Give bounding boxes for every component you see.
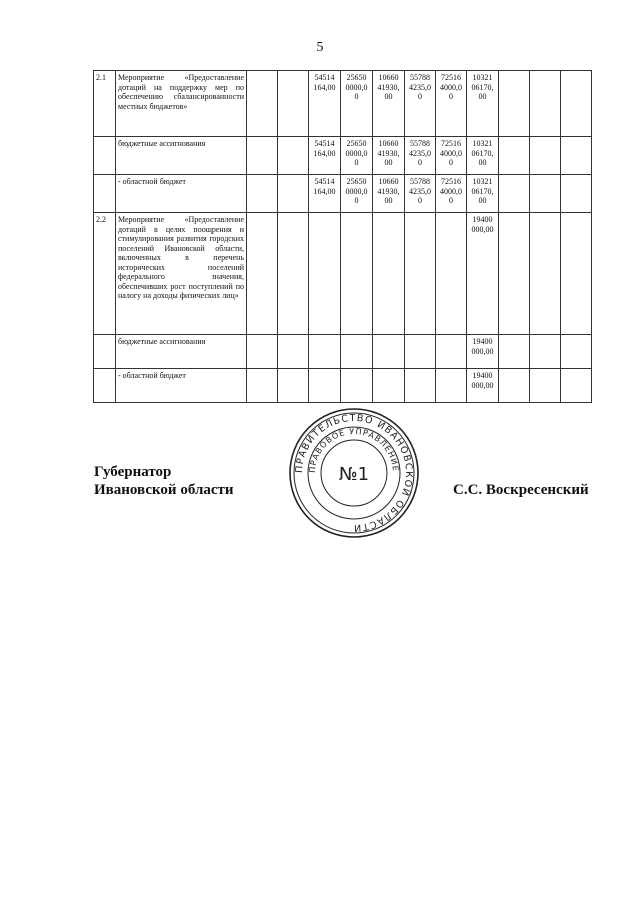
- value-cell: [561, 71, 592, 137]
- value-cell: 25650 0000,0 0: [341, 71, 373, 137]
- table-row: [94, 335, 592, 369]
- value-cell: [341, 213, 373, 335]
- table-row: [94, 71, 592, 137]
- value-cell: [405, 335, 436, 369]
- value-cell: 10321 06170, 00: [467, 71, 499, 137]
- value-cell: [278, 335, 309, 369]
- value-cell: [561, 175, 592, 213]
- value-cell: [561, 137, 592, 175]
- value-cell: [373, 335, 405, 369]
- value-cell: [436, 213, 467, 335]
- signature-title: Губернатор Ивановской области: [94, 464, 234, 498]
- value-cell: 72516 4000,0 0: [436, 137, 467, 175]
- value-cell: [341, 335, 373, 369]
- value-cell: [278, 71, 309, 137]
- value-cell: [278, 213, 309, 335]
- value-cell: [436, 369, 467, 403]
- budget-table: [93, 70, 592, 403]
- value-cell: 10660 41930, 00: [373, 71, 405, 137]
- value-cell: [499, 71, 530, 137]
- value-cell: [530, 137, 561, 175]
- value-cell: 54514 164,00: [309, 175, 341, 213]
- value-cell: [561, 335, 592, 369]
- row-name-cell: Мероприятие «Предоставление дотаций на поддержку мер по обеспечению сбалансированности местных бюджетов»: [116, 71, 247, 137]
- value-cell: 10321 06170, 00: [467, 137, 499, 175]
- value-cell: [278, 369, 309, 403]
- value-cell: 54514 164,00: [309, 71, 341, 137]
- signature-name: С.С. Воскресенский: [453, 482, 589, 498]
- seal-center-text: №1: [338, 464, 370, 485]
- value-cell: [405, 213, 436, 335]
- value-cell: [499, 137, 530, 175]
- row-name-cell: - областной бюджет: [116, 175, 247, 213]
- value-cell: [405, 369, 436, 403]
- seal-inner-text: ПРАВОВОЕ УПРАВЛЕНИЕ: [307, 426, 401, 474]
- value-cell: 10660 41930, 00: [373, 175, 405, 213]
- value-cell: [373, 213, 405, 335]
- value-cell: [309, 369, 341, 403]
- value-cell: 55788 4235,0 0: [405, 175, 436, 213]
- value-cell: [561, 369, 592, 403]
- value-cell: [530, 369, 561, 403]
- value-cell: 25650 0000,0 0: [341, 175, 373, 213]
- value-cell: [247, 71, 278, 137]
- value-cell: [561, 213, 592, 335]
- row-number-cell: [94, 137, 116, 175]
- value-cell: [341, 369, 373, 403]
- value-cell: 25650 0000,0 0: [341, 137, 373, 175]
- value-cell: [499, 213, 530, 335]
- value-cell: [247, 175, 278, 213]
- value-cell: [499, 175, 530, 213]
- value-cell: [309, 213, 341, 335]
- table-row: [94, 175, 592, 213]
- value-cell: 55788 4235,0 0: [405, 71, 436, 137]
- value-cell: [436, 335, 467, 369]
- row-name-cell: Мероприятие «Предоставление дотаций в целях поощрения и стимулирования развития городских поселений Ивановской области, включенных в перечень исторических поселений федерального значения, обеспечивших рост поступлений по налогу на доходы физических лиц»: [116, 213, 247, 335]
- value-cell: 54514 164,00: [309, 137, 341, 175]
- row-number-cell: [94, 175, 116, 213]
- row-name-cell: бюджетные ассигнования: [116, 335, 247, 369]
- row-name-cell: бюджетные ассигнования: [116, 137, 247, 175]
- official-seal: [288, 407, 420, 539]
- value-cell: 72516 4000,0 0: [436, 71, 467, 137]
- row-number-cell: 2.2: [94, 213, 116, 335]
- table-row: [94, 369, 592, 403]
- value-cell: [278, 137, 309, 175]
- value-cell: 19400 000,00: [467, 213, 499, 335]
- value-cell: 10660 41930, 00: [373, 137, 405, 175]
- value-cell: 55788 4235,0 0: [405, 137, 436, 175]
- value-cell: [247, 137, 278, 175]
- value-cell: 72516 4000,0 0: [436, 175, 467, 213]
- value-cell: [530, 335, 561, 369]
- row-number-cell: 2.1: [94, 71, 116, 137]
- value-cell: [247, 213, 278, 335]
- value-cell: [499, 369, 530, 403]
- table-row: [94, 137, 592, 175]
- value-cell: [530, 175, 561, 213]
- row-name-cell: - областной бюджет: [116, 369, 247, 403]
- table-row: [94, 213, 592, 335]
- value-cell: 10321 06170, 00: [467, 175, 499, 213]
- value-cell: [278, 175, 309, 213]
- value-cell: [247, 369, 278, 403]
- page-number: 5: [316, 40, 324, 55]
- value-cell: [530, 71, 561, 137]
- row-number-cell: [94, 369, 116, 403]
- row-number-cell: [94, 335, 116, 369]
- value-cell: [499, 335, 530, 369]
- value-cell: [247, 335, 278, 369]
- value-cell: [373, 369, 405, 403]
- value-cell: [309, 335, 341, 369]
- value-cell: 19400 000,00: [467, 335, 499, 369]
- value-cell: [530, 213, 561, 335]
- seal-ring-text: ПРАВИТЕЛЬСТВО ИВАНОВСКОЙ ОБЛАСТИ: [293, 412, 415, 534]
- value-cell: 19400 000,00: [467, 369, 499, 403]
